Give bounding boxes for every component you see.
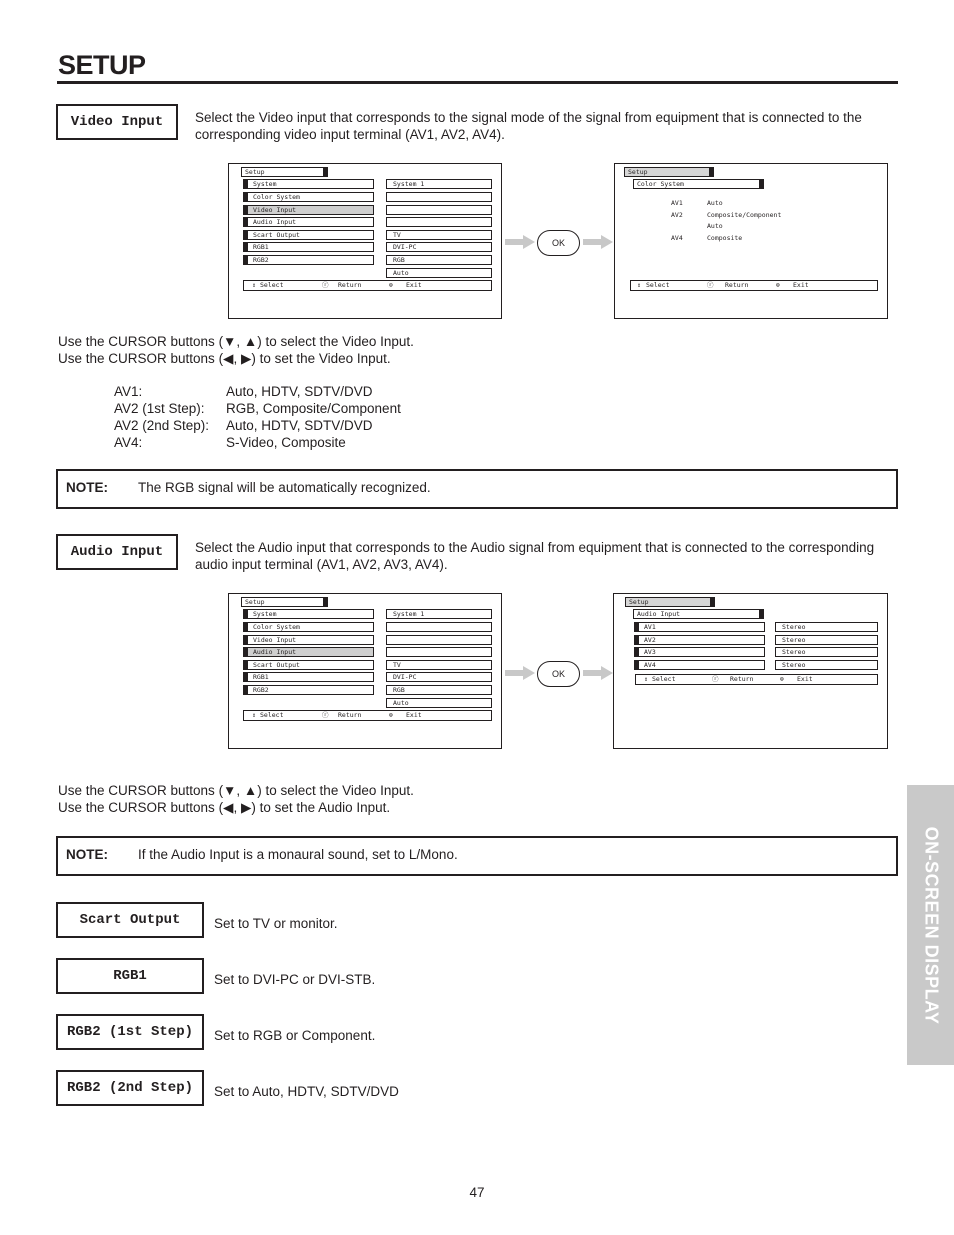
- ok-button[interactable]: OK: [537, 661, 580, 687]
- arrow-right-icon: [505, 235, 535, 249]
- osd-sub-row-value: Auto: [707, 199, 723, 207]
- video-input-description: Select the Video input that corresponds to the signal mode of the signal from equipment that is connected to the corresponding video input terminal (AV1, AV2, AV4).: [195, 110, 862, 142]
- osd-sub-row-value: Auto: [707, 222, 723, 230]
- return-icon: ⓡ: [712, 675, 719, 683]
- osd-menu-item-audio-input[interactable]: Audio Input: [247, 217, 374, 227]
- osd-sub-subtitle: Color System: [633, 179, 760, 189]
- scart-output-text: Set to TV or monitor.: [214, 916, 338, 931]
- osd-value-system: System 1: [386, 179, 492, 189]
- osd-menu-item-scart-output[interactable]: Scart Output: [247, 230, 374, 240]
- option-value: Auto, HDTV, SDTV/DVD: [226, 384, 373, 399]
- option-value: RGB, Composite/Component: [226, 401, 401, 416]
- osd-sub-title: Setup: [625, 597, 711, 607]
- footer-exit-label: Exit: [793, 281, 809, 289]
- audio-input-label: Audio Input: [56, 534, 178, 570]
- audio-instruction-set: Use the CURSOR buttons (◀, ▶) to set the Audio Input.: [58, 800, 391, 815]
- note-text: The RGB signal will be automatically recognized.: [138, 480, 431, 495]
- footer-exit-label: Exit: [406, 281, 422, 289]
- osd-audio-value: Stereo: [775, 660, 878, 670]
- osd-value-rgb2-step2: Auto: [386, 698, 492, 708]
- arrow-right-icon: [583, 666, 613, 680]
- osd-menu-item-scart-output[interactable]: Scart Output: [247, 660, 374, 670]
- osd-audio-row-av1[interactable]: AV1: [638, 622, 765, 632]
- updown-icon: ⇕: [252, 281, 256, 289]
- video-instruction-select: Use the CURSOR buttons (▼, ▲) to select the Video Input.: [58, 334, 414, 349]
- audio-osd-main-screen: [228, 593, 502, 749]
- osd-value-rgb2-step2: Auto: [386, 268, 492, 278]
- osd-audio-row-av2[interactable]: AV2: [638, 635, 765, 645]
- ok-button[interactable]: OK: [537, 230, 580, 256]
- rgb1-text: Set to DVI-PC or DVI-STB.: [214, 972, 376, 987]
- note-label: NOTE:: [66, 480, 108, 495]
- osd-sub-subtitle: Audio Input: [633, 609, 760, 619]
- footer-exit-label: Exit: [797, 675, 813, 683]
- video-input-label: Video Input: [56, 104, 178, 140]
- video-osd-sub-screen: [614, 163, 888, 319]
- osd-sub-row-name: AV1: [671, 199, 683, 207]
- osd-audio-value: Stereo: [775, 647, 878, 657]
- rgb2-step1-text: Set to RGB or Component.: [214, 1028, 376, 1043]
- return-icon: ⓡ: [322, 281, 329, 289]
- osd-menu-item-video-input[interactable]: Video Input: [247, 635, 374, 645]
- osd-sub-row-name: AV4: [671, 234, 683, 242]
- option-name: AV4:: [114, 435, 143, 450]
- footer-select-label: Select: [652, 675, 676, 683]
- audio-input-description: Select the Audio input that corresponds to the Audio signal from equipment that is connected to the corresponding audio input terminal (AV1, AV2, AV3, AV4).: [195, 540, 875, 572]
- option-value: Auto, HDTV, SDTV/DVD: [226, 418, 373, 433]
- option-name: AV2 (2nd Step):: [114, 418, 210, 433]
- osd-value-audio-input: [386, 647, 492, 657]
- exit-icon: ⊜: [389, 281, 393, 289]
- rgb2-step2-text: Set to Auto, HDTV, SDTV/DVD: [214, 1084, 399, 1099]
- rgb2-step2-label: RGB2 (2nd Step): [56, 1070, 204, 1106]
- exit-icon: ⊜: [776, 281, 780, 289]
- osd-menu-title: Setup: [241, 167, 324, 177]
- osd-audio-value: Stereo: [775, 635, 878, 645]
- osd-menu-item-rgb1[interactable]: RGB1: [247, 672, 374, 682]
- osd-value-audio-input: [386, 217, 492, 227]
- side-tab-text: ON-SCREEN DISPLAY: [921, 826, 941, 1024]
- audio-instruction-select: Use the CURSOR buttons (▼, ▲) to select the Video Input.: [58, 783, 414, 798]
- osd-sub-title: Setup: [624, 167, 710, 177]
- return-icon: ⓡ: [707, 281, 714, 289]
- osd-sub-row-value: Composite/Component: [707, 211, 782, 219]
- scart-output-label: Scart Output: [56, 902, 204, 938]
- audio-note-box: [56, 836, 898, 876]
- updown-icon: ⇕: [252, 711, 256, 719]
- osd-menu-item-rgb1[interactable]: RGB1: [247, 242, 374, 252]
- option-name: AV1:: [114, 384, 143, 399]
- osd-value-rgb1: DVI-PC: [386, 672, 492, 682]
- osd-value-rgb2: RGB: [386, 685, 492, 695]
- osd-value-rgb1: DVI-PC: [386, 242, 492, 252]
- osd-value-video-input: [386, 635, 492, 645]
- osd-menu-item-color-system[interactable]: Color System: [247, 622, 374, 632]
- option-value: S-Video, Composite: [226, 435, 346, 450]
- osd-menu-item-video-input[interactable]: Video Input: [247, 205, 374, 215]
- rgb2-step1-label: RGB2 (1st Step): [56, 1014, 204, 1050]
- video-instruction-set: Use the CURSOR buttons (◀, ▶) to set the Video Input.: [58, 351, 391, 366]
- exit-icon: ⊜: [389, 711, 393, 719]
- osd-value-rgb2: RGB: [386, 255, 492, 265]
- osd-value-color-system: [386, 622, 492, 632]
- footer-select-label: Select: [646, 281, 670, 289]
- audio-osd-sub-screen: [613, 593, 888, 749]
- osd-audio-value: Stereo: [775, 622, 878, 632]
- return-icon: ⓡ: [322, 711, 329, 719]
- osd-footer: [243, 280, 492, 291]
- title-rule: [57, 81, 898, 84]
- osd-sub-row-value: Composite: [707, 234, 743, 242]
- arrow-right-icon: [583, 235, 613, 249]
- osd-menu-item-rgb2[interactable]: RGB2: [247, 255, 374, 265]
- footer-select-label: Select: [260, 281, 284, 289]
- osd-footer: [243, 710, 492, 721]
- osd-menu-item-system[interactable]: System: [247, 609, 374, 619]
- note-text: If the Audio Input is a monaural sound, set to L/Mono.: [138, 847, 458, 862]
- video-osd-main-screen: [228, 163, 502, 319]
- osd-menu-item-system[interactable]: System: [247, 179, 374, 189]
- rgb1-label: RGB1: [56, 958, 204, 994]
- osd-value-scart-output: TV: [386, 230, 492, 240]
- osd-sub-row-name: AV2: [671, 211, 683, 219]
- footer-return-label: Return: [338, 281, 362, 289]
- updown-icon: ⇕: [644, 675, 648, 683]
- osd-value-system: System 1: [386, 609, 492, 619]
- option-name: AV2 (1st Step):: [114, 401, 205, 416]
- osd-value-video-input: [386, 205, 492, 215]
- video-note-box: [56, 469, 898, 509]
- osd-audio-row-av4[interactable]: AV4: [638, 660, 765, 670]
- footer-return-label: Return: [725, 281, 749, 289]
- note-label: NOTE:: [66, 847, 108, 862]
- osd-menu-item-audio-input[interactable]: Audio Input: [247, 647, 374, 657]
- osd-value-scart-output: TV: [386, 660, 492, 670]
- arrow-right-icon: [505, 666, 535, 680]
- footer-exit-label: Exit: [406, 711, 422, 719]
- osd-footer: [630, 280, 878, 291]
- osd-menu-title: Setup: [241, 597, 324, 607]
- side-tab-label: [907, 785, 954, 1065]
- updown-icon: ⇕: [637, 281, 641, 289]
- osd-footer: [635, 674, 878, 685]
- page-number: 47: [469, 1185, 485, 1200]
- footer-return-label: Return: [338, 711, 362, 719]
- footer-select-label: Select: [260, 711, 284, 719]
- osd-value-color-system: [386, 192, 492, 202]
- page-title: SETUP: [58, 50, 146, 80]
- osd-menu-item-color-system[interactable]: Color System: [247, 192, 374, 202]
- osd-audio-row-av3[interactable]: AV3: [638, 647, 765, 657]
- exit-icon: ⊜: [780, 675, 784, 683]
- osd-menu-item-rgb2[interactable]: RGB2: [247, 685, 374, 695]
- footer-return-label: Return: [730, 675, 754, 683]
